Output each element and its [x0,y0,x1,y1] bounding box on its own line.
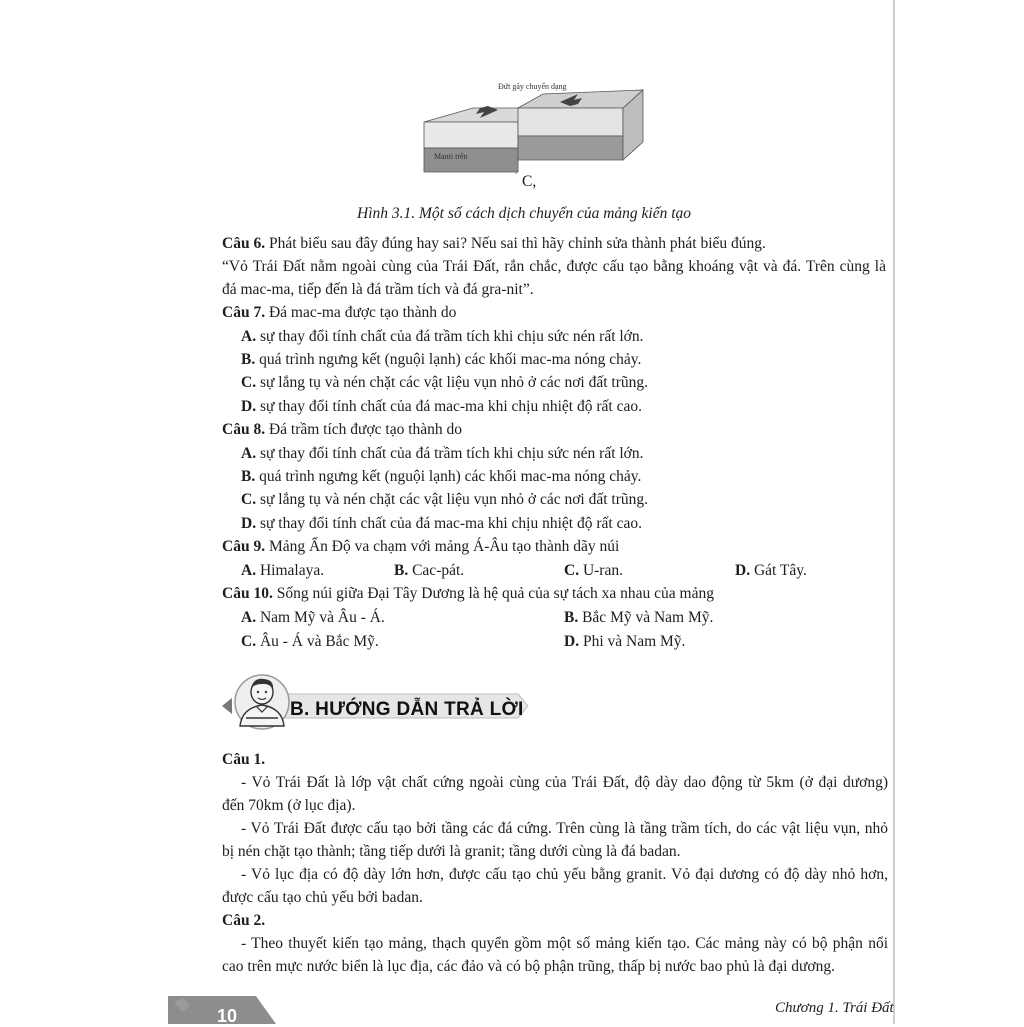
q8-option-c: C. sự lắng tụ và nén chặt các vật liệu vụn nhỏ ở các nơi đất trũng. [241,491,649,508]
answer-2-p1-line2: cao trên mực nước biển là lục địa, các đảo và có bộ phận trũng, thấp bị nước bao phủ là đại dương. [222,958,835,975]
question-6 [222,234,766,254]
figure-sublabel: C, [522,173,537,190]
q9-option-a: A. Himalaya. [241,562,325,579]
question-number: Câu 7. [222,304,266,321]
q8-option-d: D. sự thay đổi tính chất của đá mac-ma khi chịu nhiệt độ rất cao. [241,515,642,532]
question-number: Câu 8. [222,421,266,438]
q7-option-a: A. sự thay đổi tính chất của đá trầm tích khi chịu sức nén rất lớn. [241,328,644,345]
question-number: Câu 10. [222,585,273,602]
q9-option-c: C. U-ran. [564,562,623,579]
mantle-label: Manti trên [434,152,468,161]
question-text: Phát biểu sau đây đúng hay sai? Nếu sai thì hãy chỉnh sửa thành phát biểu đúng. [268,235,766,252]
answer-2-p1-line1: - Theo thuyết kiến tạo mảng, thạch quyển gồm một số mảng kiến tạo. Các mảng này có bộ phận nổi [241,935,888,952]
page-number: 10 [217,1006,238,1026]
q8-option-b: B. quá trình ngưng kết (nguội lạnh) các khối mac-ma nóng chảy. [241,468,642,485]
q6-quote-line-1: “Vỏ Trái Đất nằm ngoài cùng của Trái Đất, rắn chắc, được cấu tạo bằng khoáng vật và đá. Trên cùng là [222,258,886,275]
answer-1-p2-line1: - Vỏ Trái Đất được cấu tạo bởi tầng các đá cứng. Trên cùng là tầng trầm tích, do các vật liệu vụn, nhỏ [241,820,888,837]
q10-option-b: B. Bắc Mỹ và Nam Mỹ. [564,609,714,626]
q6-quote-line-2: đá mac-ma, tiếp đến là đá trầm tích và đá gra-nit”. [222,281,534,298]
transform-fault-diagram [418,78,650,178]
answer-1-p3-line2: được cấu tạo chủ yếu bởi badan. [222,889,423,906]
answer-1-p1-line1: - Vỏ Trái Đất là lớp vật chất cứng ngoài cùng của Trái Đất, độ dày dao động từ 5km (ở đại dương) [241,774,888,791]
q10-option-a: A. Nam Mỹ và Âu - Á. [241,609,385,626]
question-10 [222,584,714,604]
q7-option-d: D. sự thay đổi tính chất của đá mac-ma khi chịu nhiệt độ rất cao. [241,398,642,415]
q10-option-d: D. Phi và Nam Mỹ. [564,633,686,650]
q10-option-c: C. Âu - Á và Bắc Mỹ. [241,633,379,650]
page-edge [893,0,1024,1024]
answer-1-heading: Câu 1. [222,751,266,768]
answer-1-p3-line1: - Vỏ lục địa có độ dày lớn hơn, được cấu tạo chủ yếu bằng granit. Vỏ đại dương có độ dày nhỏ hơn, [241,866,888,883]
chapter-title: Chương 1. Trái Đất [775,1000,894,1016]
q9-option-d: D. Gát Tây. [735,562,807,579]
question-text: Đá mac-ma được tạo thành do [268,304,457,321]
question-text: Sống núi giữa Đại Tây Dương là hệ quả của sự tách xa nhau của mảng [276,585,714,602]
teacher-avatar-icon [235,675,289,729]
q8-option-a: A. sự thay đổi tính chất của đá trầm tích khi chịu sức nén rất lớn. [241,445,644,462]
question-text: Mảng Ấn Độ va chạm với mảng Á-Âu tạo thành dãy núi [268,538,620,555]
question-text: Đá trầm tích được tạo thành do [268,421,463,438]
question-7 [222,303,456,323]
figure-caption: Hình 3.1. Một số cách dịch chuyển của mảng kiến tạo [357,205,692,222]
q9-option-b: B. Cac-pát. [394,562,465,579]
question-number: Câu 9. [222,538,266,555]
q7-option-b: B. quá trình ngưng kết (nguội lạnh) các khối mac-ma nóng chảy. [241,351,642,368]
section-b-title: B. HƯỚNG DẪN TRẢ LỜI [290,699,524,720]
question-8 [222,420,462,440]
fault-label: Đứt gãy chuyển dạng [498,82,567,91]
question-9 [222,537,619,557]
q7-option-c: C. sự lắng tụ và nén chặt các vật liệu vụn nhỏ ở các nơi đất trũng. [241,374,649,391]
answer-1-p2-line2: bị nén chặt tạo thành; tầng tiếp dưới là granit; tầng dưới cùng là đá badan. [222,843,681,860]
answer-2-heading: Câu 2. [222,912,266,929]
question-number: Câu 6. [222,235,266,252]
answer-1-p1-line2: đến 70km (ở lục địa). [222,797,356,814]
